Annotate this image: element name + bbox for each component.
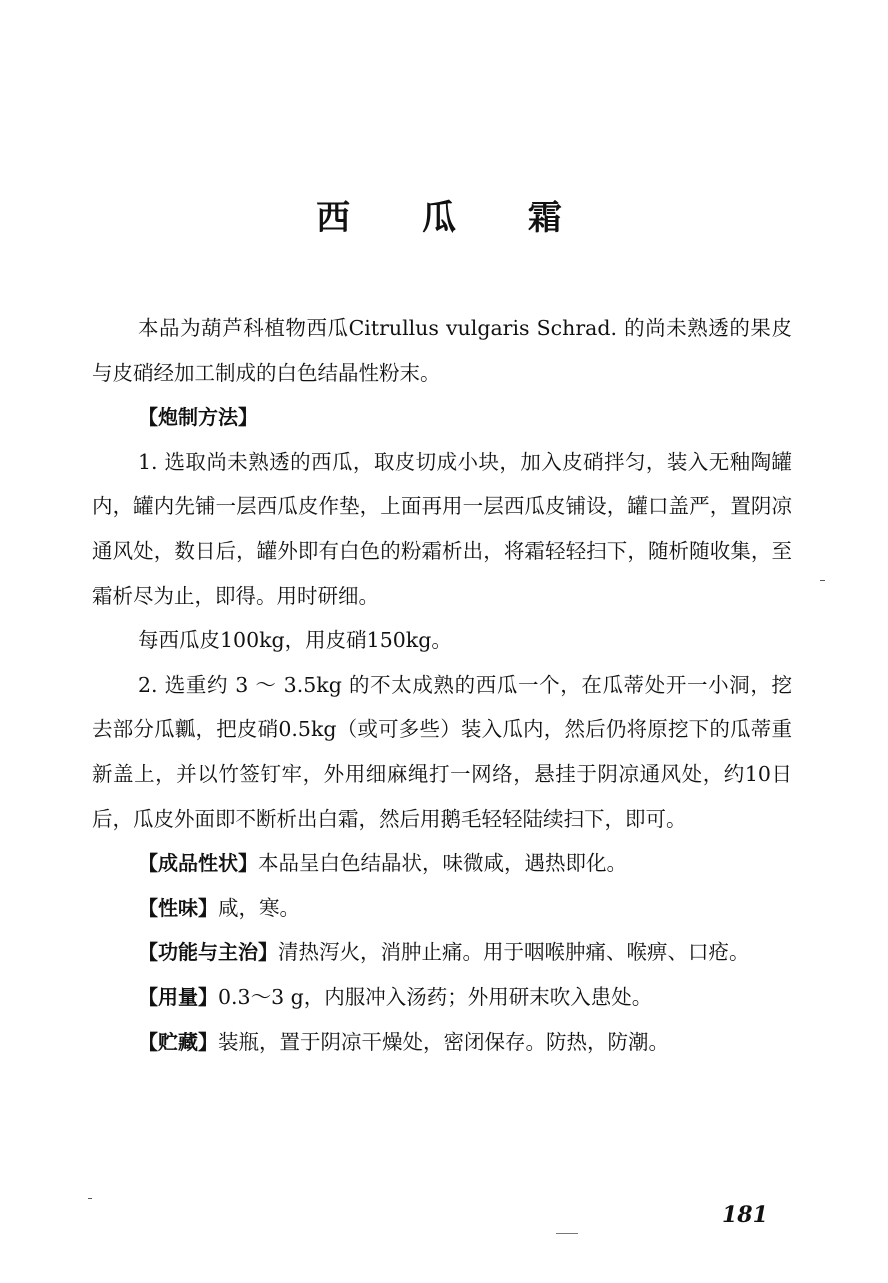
method-1-ratio-paragraph: 每西瓜皮100kg，用皮硝150kg。 [138,628,452,653]
appearance-paragraph [92,841,792,886]
method-heading-paragraph [92,395,792,440]
taste-heading: 【性味】 [138,895,218,920]
function-heading: 【功能与主治】 [138,940,278,965]
page-title: 西 瓜 霜 [316,198,592,238]
dosage-paragraph [92,975,792,1020]
scan-speck [556,1233,578,1234]
storage-heading: 【贮藏】 [138,1029,218,1054]
body-text [92,306,792,1064]
scan-speck [88,1198,92,1199]
scan-speck [820,580,825,581]
taste-paragraph [92,886,792,931]
dosage-text: 0.3～3 g，内服冲入汤药；外用研末吹入患处。 [218,984,653,1009]
method-1-paragraph: 1. 选取尚未熟透的西瓜，取皮切成小块，加入皮硝拌匀，装入无釉陶罐内，罐内先铺一层西瓜皮作垫，上面再用一层西瓜皮铺设，罐口盖严，置阴凉通风处，数日后，罐外即有白色的粉霜析出，将霜轻轻扫下，随析随收集，至霜析尽为止，即得。用时研细。 [92,449,792,608]
function-paragraph [92,930,792,975]
intro-paragraph: 本品为葫芦科植物西瓜Citrullus vulgaris Schrad. 的尚未熟透的果皮与皮硝经加工制成的白色结晶性粉末。 [92,316,792,385]
dosage-heading: 【用量】 [138,984,218,1009]
appearance-text: 本品呈白色结晶状，味微咸，遇热即化。 [258,851,627,876]
appearance-heading: 【成品性状】 [138,851,258,876]
method-2-paragraph: 2. 选重约 3 ～ 3.5kg 的不太成熟的西瓜一个，在瓜蒂处开一小洞，挖去部分瓜瓤，把皮硝0.5kg（或可多些）装入瓜内，然后仍将原挖下的瓜蒂重新盖上，并以竹签钉牢，外用细麻绳打一网络，悬挂于阴凉通风处，约10日后，瓜皮外面即不断析出白霜，然后用鹅毛轻轻陆续扫下，即可。 [92,672,792,831]
storage-text: 装瓶，置于阴凉干燥处，密闭保存。防热，防潮。 [218,1029,669,1054]
taste-text: 咸，寒。 [218,895,300,920]
storage-paragraph [92,1020,792,1065]
page-number: 181 [722,1202,768,1228]
function-text: 清热泻火，消肿止痛。用于咽喉肿痛、喉痹、口疮。 [278,940,750,965]
method-heading: 【炮制方法】 [138,405,258,430]
